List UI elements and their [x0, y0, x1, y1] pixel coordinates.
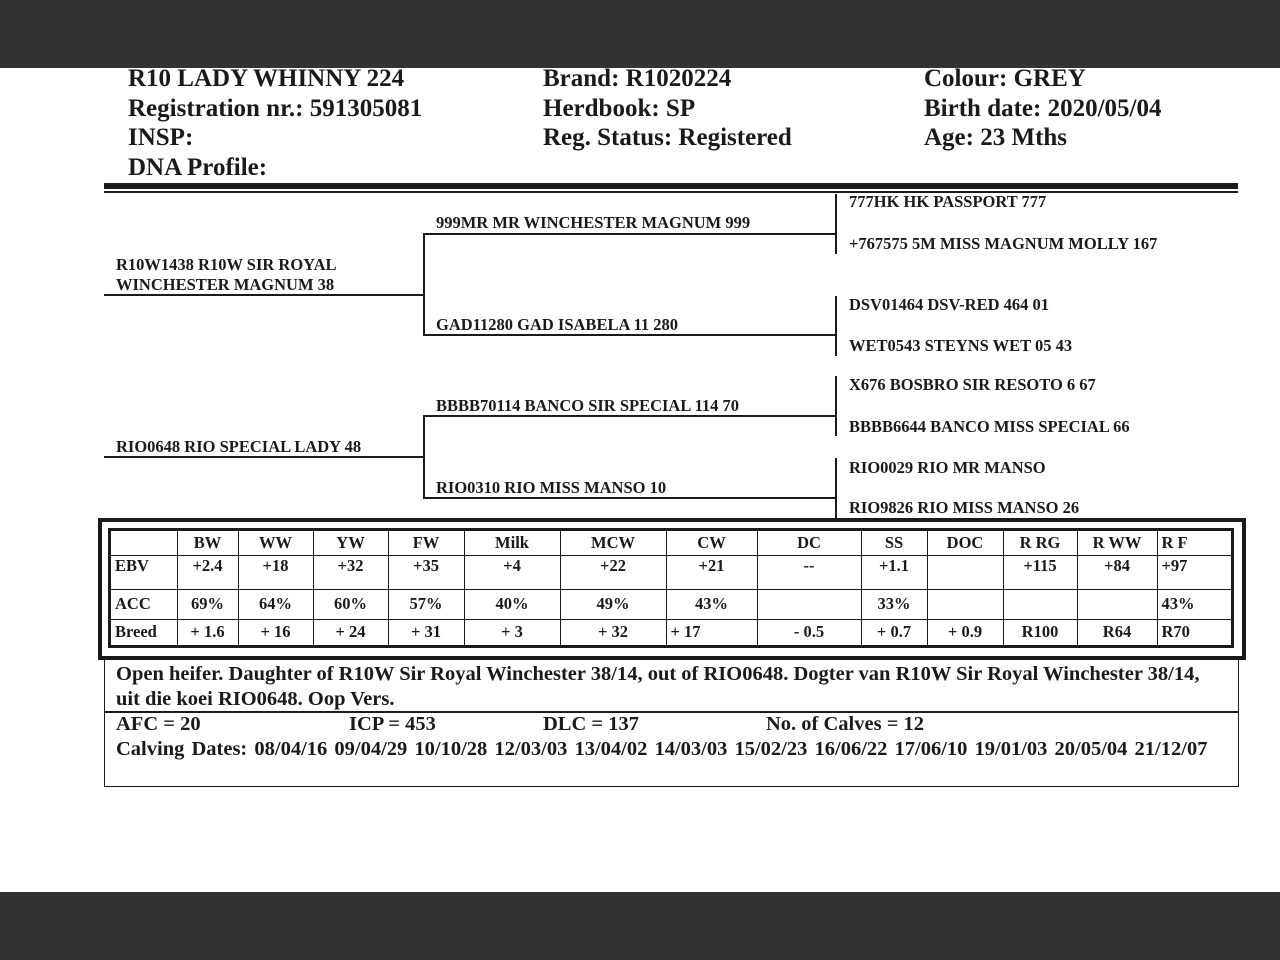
breed-cell: + 0.9	[927, 619, 1003, 645]
ggp-4: WET0543 STEYNS WET 05 43	[849, 336, 1073, 355]
ebv-table	[111, 531, 1231, 645]
ebv-cell: +1.1	[861, 555, 927, 589]
breed-cell: + 0.7	[861, 619, 927, 645]
ebv-cell: +21	[666, 555, 757, 589]
ggp-1: 777HK HK PASSPORT 777	[849, 192, 1047, 211]
ebv-panel	[108, 528, 1234, 648]
ebv-cell: +32	[313, 555, 388, 589]
acc-cell	[1077, 589, 1157, 619]
herdbook: Herdbook: SP	[543, 94, 696, 122]
sire-dam-line	[423, 334, 836, 336]
ebv-header: R WW	[1077, 531, 1157, 555]
ggp-5: X676 BOSBRO SIR RESOTO 6 67	[849, 375, 1096, 394]
bottom-bar	[0, 892, 1280, 960]
ebv-cell: +2.4	[177, 555, 238, 589]
header-rule	[104, 183, 1238, 189]
dam-bracket	[423, 415, 425, 497]
ggp-3: DSV01464 DSV-RED 464 01	[849, 295, 1049, 314]
age: Age: 23 Mths	[924, 124, 1068, 151]
acc-cell: 40%	[464, 589, 560, 619]
ebv-header: SS	[861, 531, 927, 555]
ebv-cell: +97	[1157, 555, 1231, 589]
dam-sire-line	[423, 415, 836, 417]
dam-sire: BBBB70114 BANCO SIR SPECIAL 114 70	[436, 396, 740, 415]
acc-cell: 69%	[177, 589, 238, 619]
ggp-bracket-2	[835, 296, 837, 356]
animal-info-left	[128, 64, 422, 182]
acc-cell: 43%	[666, 589, 757, 619]
breed-cell: + 31	[388, 619, 464, 645]
ebv-header: DC	[757, 531, 861, 555]
acc-cell: ACC	[111, 589, 177, 619]
ebv-cell: EBV	[111, 555, 177, 589]
dam-line	[104, 456, 424, 458]
registration-number: Registration nr.: 591305081	[128, 94, 423, 122]
animal-info-middle	[543, 64, 792, 153]
calving-dates: Calving Dates: 08/04/16 09/04/29 10/10/28 12/03/03 13/04/02 14/03/03 15/02/23 16/06/22 17/06/10 19/01/03 20/05/04 21/12/07	[116, 738, 1208, 760]
ebv-cell: +22	[560, 555, 666, 589]
breed-cell: + 3	[464, 619, 560, 645]
sire-sire-line	[423, 233, 836, 235]
ggp-8: RIO9826 RIO MISS MANSO 26	[849, 498, 1080, 517]
ggp-bracket-3	[835, 376, 837, 436]
acc-cell	[757, 589, 861, 619]
ggp-2: +767575 5M MISS MAGNUM MOLLY 167	[849, 234, 1158, 253]
acc-row	[111, 589, 1231, 619]
header-rule-thin	[104, 191, 1238, 193]
breed-cell: Breed	[111, 619, 177, 645]
ebv-header: R RG	[1003, 531, 1077, 555]
sire-bracket	[423, 233, 425, 335]
breed-cell: + 24	[313, 619, 388, 645]
dlc-stat: DLC = 137	[543, 713, 639, 735]
birth-date: Birth date: 2020/05/04	[924, 94, 1162, 122]
ebv-header-row	[111, 531, 1231, 555]
ebv-cell: +4	[464, 555, 560, 589]
ggp-bracket-4	[835, 458, 837, 518]
sire-dam: GAD11280 GAD ISABELA 11 280	[436, 315, 679, 334]
animal-description: Open heifer. Daughter of R10W Sir Royal Winchester 38/14, out of RIO0648. Dogter van R10W Sir Royal Winchester 38/14, uit die koei RIO0648. Oop Vers.	[116, 663, 1200, 710]
breed-cell: + 17	[666, 619, 757, 645]
ebv-header: DOC	[927, 531, 1003, 555]
ebv-header: FW	[388, 531, 464, 555]
acc-cell: 60%	[313, 589, 388, 619]
colour: Colour: GREY	[924, 65, 1086, 92]
breed-cell: R64	[1077, 619, 1157, 645]
acc-cell: 49%	[560, 589, 666, 619]
acc-cell: 64%	[238, 589, 313, 619]
ggp-7: RIO0029 RIO MR MANSO	[849, 458, 1046, 477]
top-bar	[0, 0, 1280, 68]
acc-cell: 57%	[388, 589, 464, 619]
ebv-cell: --	[757, 555, 861, 589]
ebv-row	[111, 555, 1231, 589]
notes-box	[104, 660, 1239, 787]
ebv-cell: +18	[238, 555, 313, 589]
animal-info-right	[924, 64, 1162, 153]
ggp-bracket-1	[835, 194, 837, 254]
calves-stat: No. of Calves = 12	[766, 713, 925, 735]
dam-dam: RIO0310 RIO MISS MANSO 10	[436, 478, 667, 497]
brand: Brand: R1020224	[543, 65, 732, 92]
ebv-header: MCW	[560, 531, 666, 555]
animal-name: R10 LADY WHINNY 224	[128, 65, 405, 92]
breed-cell: + 16	[238, 619, 313, 645]
breed-cell: - 0.5	[757, 619, 861, 645]
ebv-header: WW	[238, 531, 313, 555]
ebv-cell	[927, 555, 1003, 589]
sire: R10W1438 R10W SIR ROYAL WINCHESTER MAGNUM 38	[116, 255, 337, 294]
breed-cell: R100	[1003, 619, 1077, 645]
breed-cell: + 1.6	[177, 619, 238, 645]
ebv-header: R F	[1157, 531, 1231, 555]
acc-cell: 33%	[861, 589, 927, 619]
dam: RIO0648 RIO SPECIAL LADY 48	[116, 437, 362, 456]
ebv-header-blank	[111, 531, 177, 555]
ebv-header: BW	[177, 531, 238, 555]
acc-cell	[1003, 589, 1077, 619]
dam-dam-line	[423, 497, 836, 499]
insp-label: INSP:	[128, 124, 194, 151]
ebv-cell: +84	[1077, 555, 1157, 589]
ebv-cell: +115	[1003, 555, 1077, 589]
dna-profile-label: DNA Profile:	[128, 153, 268, 181]
breed-cell: + 32	[560, 619, 666, 645]
acc-cell: 43%	[1157, 589, 1231, 619]
sire-line	[104, 294, 424, 296]
ggp-6: BBBB6644 BANCO MISS SPECIAL 66	[849, 417, 1130, 436]
breed-row	[111, 619, 1231, 645]
icp-stat: ICP = 453	[349, 713, 436, 735]
notes-divider	[105, 711, 1238, 713]
afc-stat: AFC = 20	[116, 713, 201, 735]
ebv-header: Milk	[464, 531, 560, 555]
sire-sire: 999MR MR WINCHESTER MAGNUM 999	[436, 213, 751, 232]
ebv-header: CW	[666, 531, 757, 555]
ebv-header: YW	[313, 531, 388, 555]
breed-cell: R70	[1157, 619, 1231, 645]
acc-cell	[927, 589, 1003, 619]
reg-status: Reg. Status: Registered	[543, 124, 792, 151]
ebv-cell: +35	[388, 555, 464, 589]
